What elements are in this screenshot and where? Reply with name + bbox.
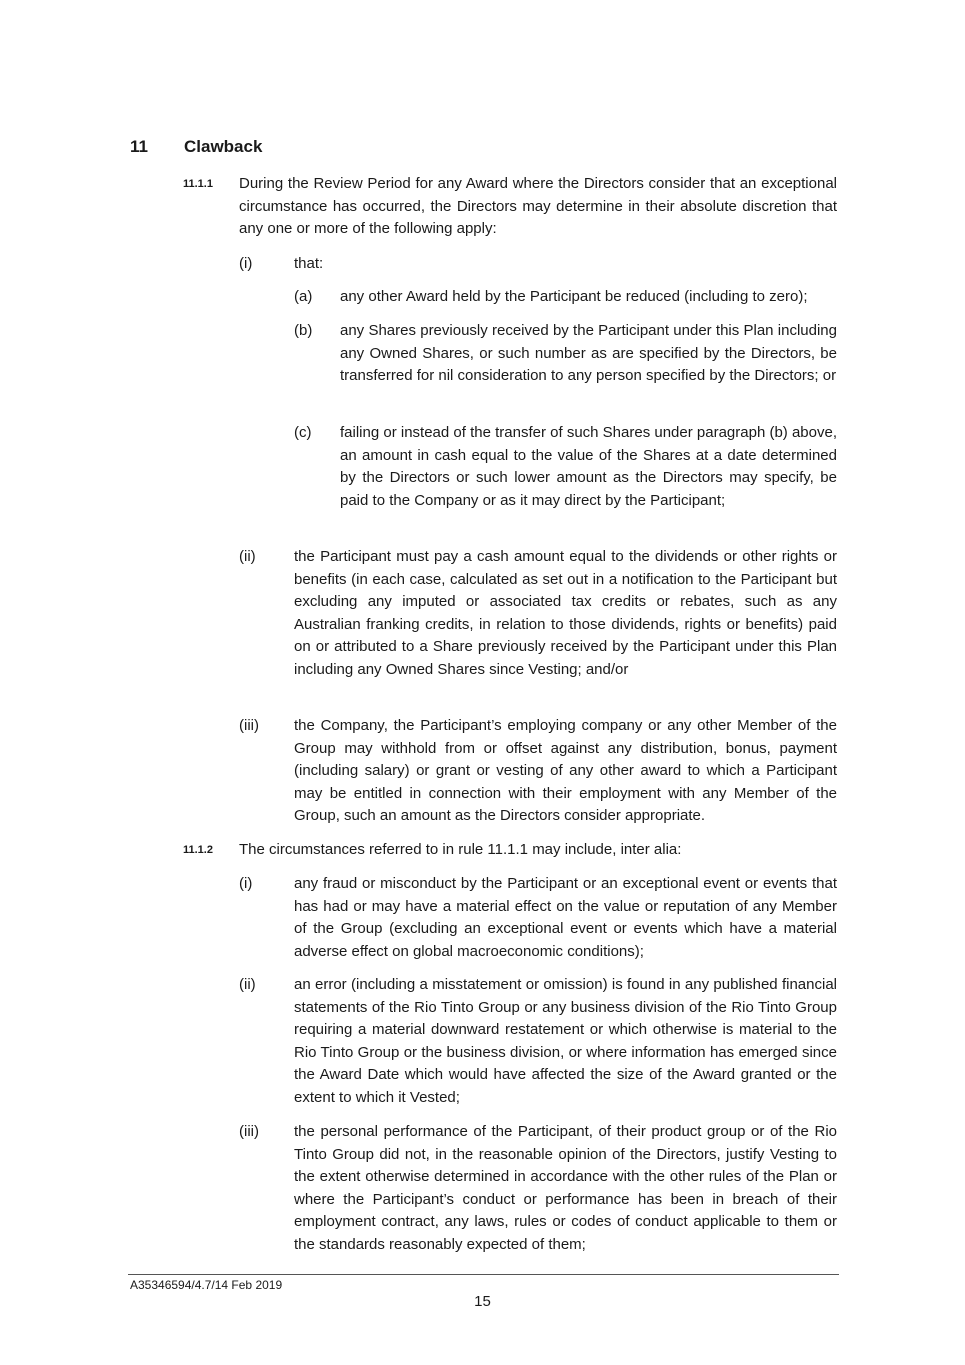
- item-label: (iii): [239, 1123, 259, 1140]
- item-text: the Participant must pay a cash amount equal to the dividends or other rights or benefits (in each case, calculated as set out in a notification to the Participant but excluding any imputed or associated tax credits or rebates, such as any Australian franking credits, in relation to those dividends, rights or benefits) paid on or attributed to a Share previously received by the Participant under this Plan including any Owned Shares since Vesting; and/or: [294, 548, 837, 678]
- page-number: 15: [474, 1293, 491, 1310]
- section-title: Clawback: [184, 137, 263, 156]
- item-text: the Company, the Participant’s employing company or any other Member of the Group may withhold from or offset against any distribution, bonus, payment (including salary) or grant or vesting of any other award to which a Participant may be entitled in connection with their employment with any Member of the Group, such an amount as the Directors consider appropriate.: [294, 717, 837, 825]
- item-label: (ii): [239, 548, 256, 565]
- item-label: (i): [239, 875, 253, 892]
- rule-text: During the Review Period for any Award where the Directors consider that an exceptional circumstance has occurred, the Directors may determine in their absolute discretion that any one or more of the following apply:: [239, 175, 837, 238]
- section-number: 11: [130, 137, 148, 156]
- subitem-text: any other Award held by the Participant be reduced (including to zero);: [340, 288, 808, 305]
- footer-divider: [128, 1274, 839, 1275]
- subitem-text: failing or instead of the transfer of such Shares under paragraph (b) above, an amount in cash equal to the value of the Shares at a date determined by the Directors or such lower amount as the Directors may specify, be paid to the Company or as it may direct by the Participant;: [340, 424, 837, 509]
- rule-number: 11.1.2: [183, 844, 213, 856]
- rule-number: 11.1.1: [183, 178, 213, 190]
- item-text: an error (including a misstatement or omission) is found in any published financial statements of the Rio Tinto Group or any business division of the Rio Tinto Group requiring a material downward restatement or which otherwise is material to the Rio Tinto Group or the business division, or where information has emerged since the Award Date which would have affected the size of the Award granted or the extent to which it Vested;: [294, 976, 837, 1106]
- document-reference: A35346594/4.7/14 Feb 2019: [130, 1278, 283, 1292]
- item-text: any fraud or misconduct by the Participant or an exceptional event or events that has had or may have a material effect on the value or reputation of any Member of the Group (excluding an exceptional event or events which have a material adverse effect on global macroeconomic conditions);: [294, 875, 837, 960]
- subitem-label: (b): [294, 322, 313, 339]
- subitem-text: any Shares previously received by the Participant under this Plan including any Owned Shares, or such number as are specified by the Directors, be transferred for nil consideration to any person specified by the Directors; or: [340, 322, 837, 385]
- item-label: (iii): [239, 717, 259, 734]
- item-label: (i): [239, 255, 253, 272]
- subitem-label: (c): [294, 424, 312, 441]
- item-text: that:: [294, 255, 324, 272]
- item-text: the personal performance of the Participant, of their product group or of the Rio Tinto Group did not, in the reasonable opinion of the Directors, justify Vesting to the extent otherwise determined in accordance with the other rules of the Plan or where the Participant’s conduct or performance has been in breach of their employment contract, any laws, rules or codes of conduct applicable to them or the standards reasonably expected of them;: [294, 1123, 837, 1253]
- item-label: (ii): [239, 976, 256, 993]
- subitem-label: (a): [294, 288, 313, 305]
- rule-text: The circumstances referred to in rule 11.1.1 may include, inter alia:: [239, 841, 682, 858]
